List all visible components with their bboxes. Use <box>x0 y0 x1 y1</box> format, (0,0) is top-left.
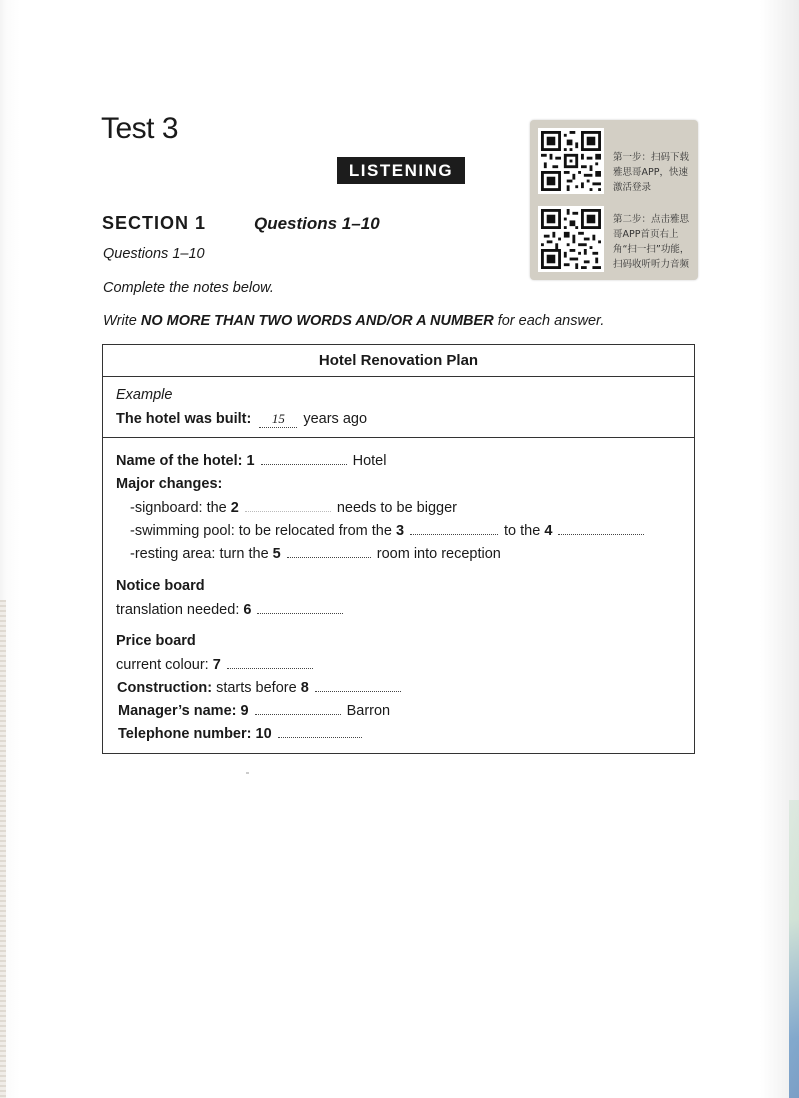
qr-step1-text: 第一步：扫码下载雅思哥APP，快速激活登录 <box>613 152 690 193</box>
complete-instruction: Complete the notes below. <box>103 280 274 296</box>
test-title: Test 3 <box>101 112 179 145</box>
q1-number: 1 <box>246 453 255 469</box>
manager-line <box>118 702 390 719</box>
q7-number: 7 <box>212 657 221 673</box>
write-suffix: for each answer. <box>493 313 605 329</box>
answer-blank-5[interactable] <box>287 545 371 558</box>
write-prefix: Write <box>103 313 141 329</box>
hotel-name-suffix: Hotel <box>352 453 387 469</box>
hotel-name-line <box>116 452 386 469</box>
hotel-name-label: Name of the hotel: <box>116 453 243 469</box>
major-changes <box>116 476 222 492</box>
section-label: SECTION 1 <box>102 213 207 233</box>
construction-line <box>117 679 407 696</box>
qr-code-icon[interactable] <box>538 128 604 194</box>
resting-suffix: room into reception <box>376 546 501 562</box>
pool-text: -swimming pool: to be relocated from the <box>130 523 392 539</box>
example-line <box>116 411 367 428</box>
resting-line <box>130 545 501 562</box>
price-board-label: Price board <box>116 633 196 649</box>
example-suffix: years ago <box>303 411 368 427</box>
answer-blank-3[interactable] <box>410 522 498 535</box>
notes-title: Hotel Renovation Plan <box>103 345 694 377</box>
qr-code-graphic-1 <box>541 131 601 191</box>
telephone-line <box>118 725 368 742</box>
example-divider <box>103 437 694 438</box>
q6-number: 6 <box>243 602 252 618</box>
major-changes-label: Major changes: <box>116 476 223 492</box>
pool-line <box>130 522 650 539</box>
telephone-label: Telephone number: <box>118 726 252 742</box>
qr-card <box>530 120 698 280</box>
listening-banner: LISTENING <box>337 157 465 184</box>
page-speck <box>246 772 249 774</box>
price-board <box>116 633 196 649</box>
q2-number: 2 <box>230 500 239 516</box>
translation-line <box>116 601 349 618</box>
manager-suffix: Barron <box>346 703 391 719</box>
pool-to: to the <box>504 523 541 539</box>
section-questions: Questions 1–10 <box>254 214 380 233</box>
construction-label: Construction: <box>117 680 213 696</box>
answer-blank-7[interactable] <box>227 656 313 669</box>
answer-blank-6[interactable] <box>257 601 343 614</box>
page-edge-left <box>0 600 6 1098</box>
construction-text: starts before <box>216 680 297 696</box>
answer-blank-1[interactable] <box>261 452 347 465</box>
manager-label: Manager’s name: <box>118 703 237 719</box>
example-text: The hotel was built: <box>116 411 252 427</box>
qr-step2-text: 第二步：点击雅思哥APP首页右上角“扫一扫”功能，扫码收听听力音频 <box>613 214 690 270</box>
notice-board <box>116 578 205 594</box>
signboard-suffix: needs to be bigger <box>336 500 457 516</box>
q9-number: 9 <box>240 703 249 719</box>
write-instruction <box>103 313 604 329</box>
write-bold: NO MORE THAN TWO WORDS AND/OR A NUMBER <box>140 313 494 329</box>
answer-blank-4[interactable] <box>558 522 644 535</box>
resting-text: -resting area: turn the <box>130 546 269 562</box>
q10-number: 10 <box>255 726 272 742</box>
q4-number: 4 <box>544 523 553 539</box>
example-answer: 15 <box>259 411 297 428</box>
questions-range: Questions 1–10 <box>103 246 205 262</box>
qr-code-graphic-2 <box>541 209 601 269</box>
q5-number: 5 <box>272 546 281 562</box>
q3-number: 3 <box>395 523 405 539</box>
page-edge-right <box>789 800 799 1098</box>
translation-text: translation needed: <box>116 602 240 618</box>
notes-table <box>102 344 695 754</box>
answer-blank-2[interactable] <box>245 499 331 512</box>
colour-text: current colour: <box>116 657 209 673</box>
colour-line <box>116 656 319 673</box>
example-label: Example <box>116 387 173 403</box>
answer-blank-8[interactable] <box>315 679 401 692</box>
notice-board-label: Notice board <box>116 578 205 594</box>
answer-blank-9[interactable] <box>255 702 341 715</box>
signboard-line <box>130 499 457 516</box>
answer-blank-10[interactable] <box>278 725 362 738</box>
q8-number: 8 <box>300 680 309 696</box>
signboard-text: -signboard: the <box>130 500 227 516</box>
qr-code-icon[interactable] <box>538 206 604 272</box>
